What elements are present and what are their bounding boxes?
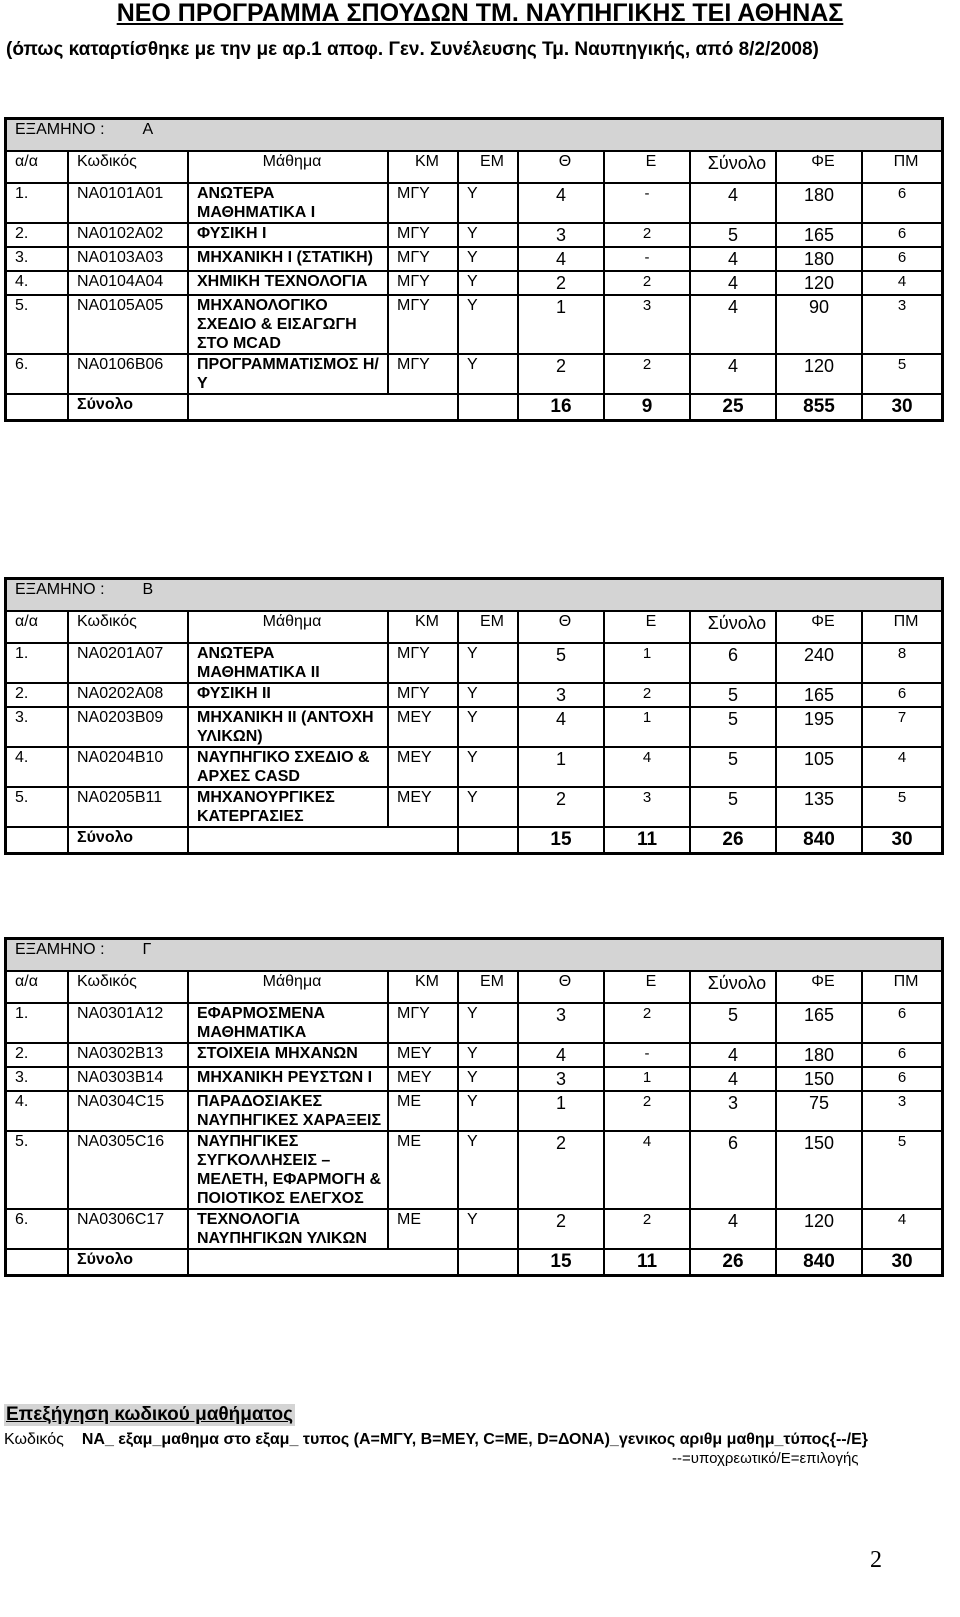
cell-lab: 2 bbox=[604, 1209, 690, 1249]
cell-em: Υ bbox=[458, 1091, 518, 1131]
table-row bbox=[6, 354, 942, 394]
semester-label: ΕΞΑΜΗΝΟ : bbox=[15, 581, 105, 598]
semester-title bbox=[6, 119, 942, 151]
cell-aa: 5. bbox=[6, 787, 68, 827]
cell-em: Υ bbox=[458, 747, 518, 787]
explanation-heading: Επεξήγηση κωδικού μαθήματος bbox=[6, 1404, 294, 1425]
cell-theory: 4 bbox=[518, 183, 604, 223]
cell-em: Υ bbox=[458, 1003, 518, 1043]
cell-course-name: ΜΗΧΑΝΟΥΡΓΙΚΕΣ ΚΑΤΕΡΓΑΣΙΕΣ bbox=[188, 787, 388, 827]
cell-km: ΜΕΥ bbox=[388, 1067, 458, 1091]
table-row bbox=[6, 247, 942, 271]
cell-code: NA0302B13 bbox=[68, 1043, 188, 1067]
semester-title-row bbox=[6, 939, 942, 971]
header-em: ΕΜ bbox=[458, 971, 518, 1003]
cell-theory: 4 bbox=[518, 247, 604, 271]
total-empty bbox=[458, 827, 518, 853]
cell-em: Υ bbox=[458, 1043, 518, 1067]
total-pm: 30 bbox=[862, 1249, 942, 1275]
cell-code: NA0205B11 bbox=[68, 787, 188, 827]
table-row bbox=[6, 1067, 942, 1091]
header-em: ΕΜ bbox=[458, 611, 518, 643]
total-row bbox=[6, 1249, 942, 1275]
cell-lab: 3 bbox=[604, 295, 690, 354]
total-empty bbox=[188, 1249, 458, 1275]
total-row bbox=[6, 827, 942, 853]
table-row bbox=[6, 1043, 942, 1067]
cell-total: 3 bbox=[690, 1091, 776, 1131]
cell-aa: 2. bbox=[6, 1043, 68, 1067]
cell-km: ΜΓΥ bbox=[388, 354, 458, 394]
table-row bbox=[6, 787, 942, 827]
cell-em: Υ bbox=[458, 1209, 518, 1249]
total-fe: 840 bbox=[776, 827, 862, 853]
cell-total: 6 bbox=[690, 1131, 776, 1209]
header-row bbox=[6, 151, 942, 183]
cell-km: ΜΕ bbox=[388, 1091, 458, 1131]
cell-theory: 2 bbox=[518, 1209, 604, 1249]
total-sum: 26 bbox=[690, 1249, 776, 1275]
table-row bbox=[6, 295, 942, 354]
header-pm: ΠΜ bbox=[862, 971, 942, 1003]
cell-aa: 4. bbox=[6, 747, 68, 787]
cell-lab: 1 bbox=[604, 707, 690, 747]
cell-lab: 2 bbox=[604, 354, 690, 394]
table-row bbox=[6, 683, 942, 707]
cell-course-name: ΜΗΧΑΝΙΚΗ ΙΙ (ΑΝΤΟΧΗ ΥΛΙΚΩΝ) bbox=[188, 707, 388, 747]
cell-km: ΜΓΥ bbox=[388, 183, 458, 223]
semester-table bbox=[4, 577, 944, 855]
cell-course-name: ΜΗΧΑΝΙΚΗ Ι (ΣΤΑΤΙΚΗ) bbox=[188, 247, 388, 271]
cell-pm: 6 bbox=[862, 1067, 942, 1091]
total-fe: 840 bbox=[776, 1249, 862, 1275]
cell-course-name: ΣΤΟΙΧΕΙΑ ΜΗΧΑΝΩΝ bbox=[188, 1043, 388, 1067]
explanation-legend: --=υποχρεωτικό/Ε=επιλογής bbox=[672, 1450, 859, 1467]
header-code: Κωδικός bbox=[68, 151, 188, 183]
header-theory: Θ bbox=[518, 611, 604, 643]
semester-table bbox=[4, 117, 944, 422]
cell-code: NA0301A12 bbox=[68, 1003, 188, 1043]
explanation-line bbox=[4, 1430, 868, 1450]
cell-aa: 1. bbox=[6, 183, 68, 223]
total-lab: 11 bbox=[604, 827, 690, 853]
semester-title-row bbox=[6, 579, 942, 611]
total-sum: 26 bbox=[690, 827, 776, 853]
total-pm: 30 bbox=[862, 827, 942, 853]
cell-lab: - bbox=[604, 1043, 690, 1067]
cell-total: 5 bbox=[690, 787, 776, 827]
table-row bbox=[6, 1209, 942, 1249]
cell-km: ΜΕΥ bbox=[388, 747, 458, 787]
header-em: ΕΜ bbox=[458, 151, 518, 183]
cell-lab: 4 bbox=[604, 1131, 690, 1209]
cell-theory: 1 bbox=[518, 747, 604, 787]
cell-fe: 180 bbox=[776, 247, 862, 271]
header-pm: ΠΜ bbox=[862, 611, 942, 643]
cell-lab: 2 bbox=[604, 683, 690, 707]
total-label: Σύνολο bbox=[68, 1249, 188, 1275]
semester-letter: Β bbox=[142, 581, 154, 598]
cell-km: ΜΕΥ bbox=[388, 1043, 458, 1067]
header-aa: α/α bbox=[6, 971, 68, 1003]
cell-total: 4 bbox=[690, 1043, 776, 1067]
cell-fe: 75 bbox=[776, 1091, 862, 1131]
cell-aa: 4. bbox=[6, 271, 68, 295]
cell-total: 4 bbox=[690, 354, 776, 394]
cell-fe: 180 bbox=[776, 183, 862, 223]
cell-course-name: ΧΗΜΙΚΗ ΤΕΧΝΟΛΟΓΙΑ bbox=[188, 271, 388, 295]
header-km: ΚΜ bbox=[388, 611, 458, 643]
cell-theory: 2 bbox=[518, 1131, 604, 1209]
cell-fe: 120 bbox=[776, 354, 862, 394]
cell-aa: 6. bbox=[6, 1209, 68, 1249]
cell-code: NA0306C17 bbox=[68, 1209, 188, 1249]
header-row bbox=[6, 971, 942, 1003]
cell-lab: - bbox=[604, 183, 690, 223]
total-theory: 16 bbox=[518, 394, 604, 420]
table-row bbox=[6, 747, 942, 787]
cell-em: Υ bbox=[458, 354, 518, 394]
cell-pm: 6 bbox=[862, 223, 942, 247]
semester-title bbox=[6, 579, 942, 611]
header-lab: Ε bbox=[604, 151, 690, 183]
cell-pm: 5 bbox=[862, 787, 942, 827]
table-row bbox=[6, 1131, 942, 1209]
cell-em: Υ bbox=[458, 183, 518, 223]
cell-em: Υ bbox=[458, 643, 518, 683]
cell-aa: 5. bbox=[6, 1131, 68, 1209]
total-empty bbox=[6, 1249, 68, 1275]
semester-label: ΕΞΑΜΗΝΟ : bbox=[15, 121, 105, 138]
explanation-key: Κωδικός bbox=[4, 1431, 64, 1448]
semester-title-row bbox=[6, 119, 942, 151]
cell-em: Υ bbox=[458, 683, 518, 707]
semester-letter: Γ bbox=[142, 941, 152, 958]
header-lab: Ε bbox=[604, 611, 690, 643]
cell-fe: 90 bbox=[776, 295, 862, 354]
cell-code: NA0103A03 bbox=[68, 247, 188, 271]
cell-km: ΜΓΥ bbox=[388, 683, 458, 707]
cell-pm: 5 bbox=[862, 1131, 942, 1209]
header-code: Κωδικός bbox=[68, 611, 188, 643]
header-lab: Ε bbox=[604, 971, 690, 1003]
cell-lab: 2 bbox=[604, 1091, 690, 1131]
cell-fe: 135 bbox=[776, 787, 862, 827]
cell-code: NA0203B09 bbox=[68, 707, 188, 747]
cell-course-name: ΦΥΣΙΚΗ ΙΙ bbox=[188, 683, 388, 707]
cell-em: Υ bbox=[458, 1067, 518, 1091]
total-label: Σύνολο bbox=[68, 394, 188, 420]
cell-em: Υ bbox=[458, 247, 518, 271]
cell-km: ΜΓΥ bbox=[388, 1003, 458, 1043]
page-title: ΝΕΟ ΠΡΟΓΡΑΜΜΑ ΣΠΟΥΔΩΝ ΤΜ. ΝΑΥΠΗΓΙΚΗΣ ΤΕΙ ΑΘΗΝΑΣ bbox=[116, 0, 844, 27]
table-row bbox=[6, 271, 942, 295]
cell-lab: - bbox=[604, 247, 690, 271]
cell-aa: 3. bbox=[6, 247, 68, 271]
total-lab: 11 bbox=[604, 1249, 690, 1275]
cell-em: Υ bbox=[458, 787, 518, 827]
semester-table bbox=[4, 937, 944, 1277]
cell-aa: 3. bbox=[6, 707, 68, 747]
cell-km: ΜΓΥ bbox=[388, 643, 458, 683]
header-course: Μάθημα bbox=[188, 151, 388, 183]
cell-pm: 5 bbox=[862, 354, 942, 394]
cell-em: Υ bbox=[458, 1131, 518, 1209]
cell-fe: 165 bbox=[776, 683, 862, 707]
header-row bbox=[6, 611, 942, 643]
cell-lab: 1 bbox=[604, 643, 690, 683]
cell-code: NA0106B06 bbox=[68, 354, 188, 394]
total-theory: 15 bbox=[518, 1249, 604, 1275]
cell-course-name: ΜΗΧΑΝΟΛΟΓΙΚΟ ΣΧΕΔΙΟ & ΕΙΣΑΓΩΓΗ ΣΤΟ MCAD bbox=[188, 295, 388, 354]
cell-aa: 5. bbox=[6, 295, 68, 354]
total-empty bbox=[6, 827, 68, 853]
table-row bbox=[6, 1091, 942, 1131]
total-fe: 855 bbox=[776, 394, 862, 420]
header-aa: α/α bbox=[6, 611, 68, 643]
cell-theory: 3 bbox=[518, 683, 604, 707]
page-subtitle: (όπως καταρτίσθηκε με την με αρ.1 αποφ. Γεν. Συνέλευσης Τμ. Ναυπηγικής, από 8/2/2008) bbox=[6, 39, 819, 60]
cell-em: Υ bbox=[458, 295, 518, 354]
cell-km: ΜΕΥ bbox=[388, 707, 458, 747]
cell-course-name: ΕΦΑΡΜΟΣΜΕΝΑ ΜΑΘΗΜΑΤΙΚΑ bbox=[188, 1003, 388, 1043]
header-total: Σύνολο bbox=[690, 151, 776, 183]
total-empty bbox=[188, 394, 458, 420]
cell-lab: 2 bbox=[604, 223, 690, 247]
cell-course-name: ΠΑΡΑΔΟΣΙΑΚΕΣ ΝΑΥΠΗΓΙΚΕΣ ΧΑΡΑΞΕΙΣ bbox=[188, 1091, 388, 1131]
cell-fe: 105 bbox=[776, 747, 862, 787]
cell-pm: 4 bbox=[862, 747, 942, 787]
total-lab: 9 bbox=[604, 394, 690, 420]
cell-total: 6 bbox=[690, 643, 776, 683]
cell-code: NA0102A02 bbox=[68, 223, 188, 247]
total-pm: 30 bbox=[862, 394, 942, 420]
cell-theory: 2 bbox=[518, 354, 604, 394]
cell-total: 5 bbox=[690, 707, 776, 747]
cell-fe: 150 bbox=[776, 1067, 862, 1091]
cell-course-name: ΝΑΥΠΗΓΙΚΕΣ ΣΥΓΚΟΛΛΗΣΕΙΣ – ΜΕΛΕΤΗ, ΕΦΑΡΜΟΓΗ & ΠΟΙΟΤΙΚΟΣ ΕΛΕΓΧΟΣ bbox=[188, 1131, 388, 1209]
cell-aa: 3. bbox=[6, 1067, 68, 1091]
cell-lab: 2 bbox=[604, 1003, 690, 1043]
semester-title bbox=[6, 939, 942, 971]
total-empty bbox=[458, 394, 518, 420]
cell-course-name: ΠΡΟΓΡΑΜΜΑΤΙΣΜΟΣ Η/Υ bbox=[188, 354, 388, 394]
cell-lab: 2 bbox=[604, 271, 690, 295]
total-label: Σύνολο bbox=[68, 827, 188, 853]
cell-code: NA0202A08 bbox=[68, 683, 188, 707]
cell-pm: 6 bbox=[862, 183, 942, 223]
page-number: 2 bbox=[870, 1547, 882, 1573]
cell-pm: 4 bbox=[862, 1209, 942, 1249]
cell-theory: 1 bbox=[518, 295, 604, 354]
cell-pm: 6 bbox=[862, 683, 942, 707]
cell-km: ΜΓΥ bbox=[388, 271, 458, 295]
semester-label: ΕΞΑΜΗΝΟ : bbox=[15, 941, 105, 958]
table-row bbox=[6, 643, 942, 683]
header-total: Σύνολο bbox=[690, 611, 776, 643]
cell-em: Υ bbox=[458, 271, 518, 295]
header-fe: ΦΕ bbox=[776, 151, 862, 183]
header-fe: ΦΕ bbox=[776, 971, 862, 1003]
explanation-format: NA_ εξαμ_μαθημα στο εξαμ_ τυπος (Α=ΜΓΥ, Β=ΜΕΥ, C=ΜΕ, D=ΔΟΝΑ)_γενικος αριθμ μαθημ_τύπος{--/Ε} bbox=[81, 1431, 868, 1448]
cell-aa: 2. bbox=[6, 683, 68, 707]
cell-km: ΜΕ bbox=[388, 1209, 458, 1249]
cell-fe: 240 bbox=[776, 643, 862, 683]
cell-code: NA0104A04 bbox=[68, 271, 188, 295]
cell-total: 4 bbox=[690, 183, 776, 223]
cell-total: 4 bbox=[690, 1067, 776, 1091]
cell-theory: 3 bbox=[518, 1067, 604, 1091]
cell-lab: 1 bbox=[604, 1067, 690, 1091]
header-course: Μάθημα bbox=[188, 611, 388, 643]
cell-code: NA0204B10 bbox=[68, 747, 188, 787]
cell-fe: 150 bbox=[776, 1131, 862, 1209]
cell-course-name: ΦΥΣΙΚΗ Ι bbox=[188, 223, 388, 247]
cell-theory: 2 bbox=[518, 271, 604, 295]
total-theory: 15 bbox=[518, 827, 604, 853]
cell-aa: 4. bbox=[6, 1091, 68, 1131]
cell-km: ΜΓΥ bbox=[388, 295, 458, 354]
cell-aa: 2. bbox=[6, 223, 68, 247]
header-course: Μάθημα bbox=[188, 971, 388, 1003]
cell-pm: 6 bbox=[862, 247, 942, 271]
cell-pm: 6 bbox=[862, 1003, 942, 1043]
cell-fe: 180 bbox=[776, 1043, 862, 1067]
total-empty bbox=[458, 1249, 518, 1275]
header-km: ΚΜ bbox=[388, 971, 458, 1003]
header-aa: α/α bbox=[6, 151, 68, 183]
cell-lab: 4 bbox=[604, 747, 690, 787]
cell-code: NA0201A07 bbox=[68, 643, 188, 683]
table-row bbox=[6, 183, 942, 223]
cell-code: NA0303B14 bbox=[68, 1067, 188, 1091]
cell-course-name: ΝΑΥΠΗΓΙΚΟ ΣΧΕΔΙΟ & ΑΡΧΕΣ CASD bbox=[188, 747, 388, 787]
cell-total: 5 bbox=[690, 683, 776, 707]
cell-course-name: ΑΝΩΤΕΡΑ ΜΑΘΗΜΑΤΙΚΑ Ι bbox=[188, 183, 388, 223]
cell-course-name: ΤΕΧΝΟΛΟΓΙΑ ΝΑΥΠΗΓΙΚΩΝ ΥΛΙΚΩΝ bbox=[188, 1209, 388, 1249]
cell-total: 5 bbox=[690, 747, 776, 787]
table-row bbox=[6, 1003, 942, 1043]
total-empty bbox=[188, 827, 458, 853]
cell-aa: 6. bbox=[6, 354, 68, 394]
cell-km: ΜΕ bbox=[388, 1131, 458, 1209]
cell-total: 5 bbox=[690, 1003, 776, 1043]
cell-em: Υ bbox=[458, 223, 518, 247]
cell-course-name: ΜΗΧΑΝΙΚΗ ΡΕΥΣΤΩΝ Ι bbox=[188, 1067, 388, 1091]
cell-theory: 4 bbox=[518, 707, 604, 747]
table-row bbox=[6, 223, 942, 247]
cell-theory: 3 bbox=[518, 223, 604, 247]
header-code: Κωδικός bbox=[68, 971, 188, 1003]
cell-course-name: ΑΝΩΤΕΡΑ ΜΑΘΗΜΑΤΙΚΑ ΙΙ bbox=[188, 643, 388, 683]
cell-em: Υ bbox=[458, 707, 518, 747]
cell-aa: 1. bbox=[6, 1003, 68, 1043]
cell-theory: 4 bbox=[518, 1043, 604, 1067]
cell-total: 4 bbox=[690, 1209, 776, 1249]
cell-theory: 2 bbox=[518, 787, 604, 827]
cell-fe: 165 bbox=[776, 223, 862, 247]
cell-fe: 120 bbox=[776, 1209, 862, 1249]
semester-letter: Α bbox=[142, 121, 154, 138]
cell-pm: 3 bbox=[862, 1091, 942, 1131]
cell-lab: 3 bbox=[604, 787, 690, 827]
cell-total: 4 bbox=[690, 247, 776, 271]
cell-km: ΜΓΥ bbox=[388, 223, 458, 247]
cell-pm: 6 bbox=[862, 1043, 942, 1067]
header-total: Σύνολο bbox=[690, 971, 776, 1003]
header-pm: ΠΜ bbox=[862, 151, 942, 183]
header-fe: ΦΕ bbox=[776, 611, 862, 643]
table-row bbox=[6, 707, 942, 747]
cell-fe: 120 bbox=[776, 271, 862, 295]
cell-code: NA0105A05 bbox=[68, 295, 188, 354]
cell-theory: 1 bbox=[518, 1091, 604, 1131]
cell-theory: 5 bbox=[518, 643, 604, 683]
cell-total: 4 bbox=[690, 295, 776, 354]
cell-pm: 8 bbox=[862, 643, 942, 683]
cell-km: ΜΕΥ bbox=[388, 787, 458, 827]
cell-total: 5 bbox=[690, 223, 776, 247]
cell-total: 4 bbox=[690, 271, 776, 295]
header-theory: Θ bbox=[518, 151, 604, 183]
cell-theory: 3 bbox=[518, 1003, 604, 1043]
cell-aa: 1. bbox=[6, 643, 68, 683]
cell-fe: 195 bbox=[776, 707, 862, 747]
cell-km: ΜΓΥ bbox=[388, 247, 458, 271]
header-km: ΚΜ bbox=[388, 151, 458, 183]
cell-pm: 3 bbox=[862, 295, 942, 354]
cell-fe: 165 bbox=[776, 1003, 862, 1043]
cell-code: NA0305C16 bbox=[68, 1131, 188, 1209]
cell-pm: 4 bbox=[862, 271, 942, 295]
header-theory: Θ bbox=[518, 971, 604, 1003]
cell-code: NA0101A01 bbox=[68, 183, 188, 223]
cell-pm: 7 bbox=[862, 707, 942, 747]
total-empty bbox=[6, 394, 68, 420]
cell-code: NA0304C15 bbox=[68, 1091, 188, 1131]
total-row bbox=[6, 394, 942, 420]
total-sum: 25 bbox=[690, 394, 776, 420]
